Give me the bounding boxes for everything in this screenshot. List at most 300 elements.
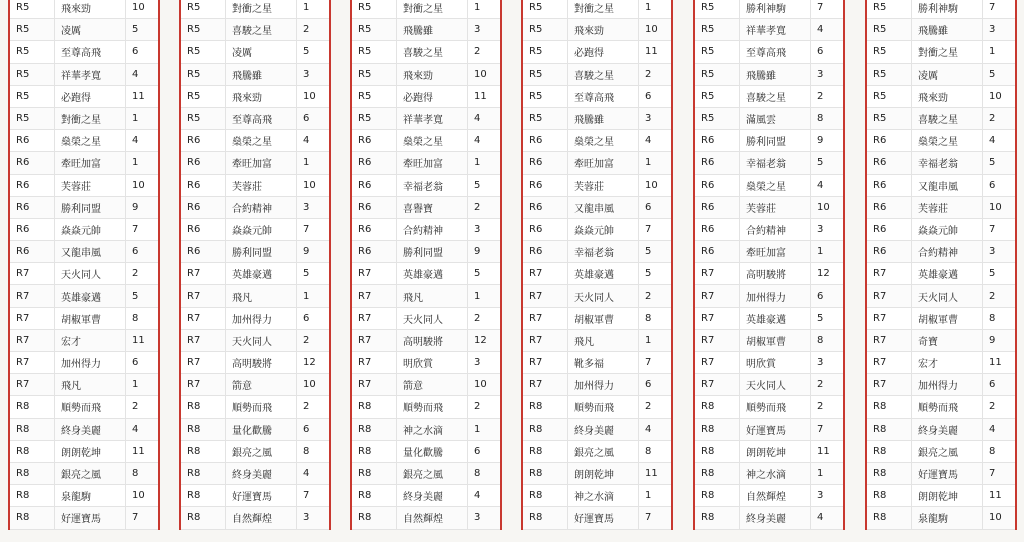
horse-number-cell: 1	[811, 241, 844, 263]
horse-number-cell: 6	[126, 41, 159, 63]
horse-number-cell: 4	[297, 462, 330, 484]
horse-name-cell: 燊榮之星	[55, 130, 126, 152]
table-row	[695, 174, 843, 196]
horse-number-cell: 2	[468, 41, 501, 63]
horse-number-cell: 7	[639, 218, 672, 240]
table-row	[695, 285, 843, 307]
horse-name-cell: 勝利同盟	[740, 130, 811, 152]
horse-name-cell: 牽旺加富	[55, 152, 126, 174]
table-row	[352, 63, 500, 85]
table-row	[352, 396, 500, 418]
horse-number-cell: 2	[468, 196, 501, 218]
horse-number-cell: 2	[639, 63, 672, 85]
horse-name-cell: 焱焱元帥	[226, 218, 297, 240]
race-cell: R7	[867, 263, 912, 285]
horse-number-cell: 8	[639, 307, 672, 329]
race-cell: R8	[523, 485, 568, 507]
horse-number-cell: 11	[639, 462, 672, 484]
table-row	[867, 440, 1015, 462]
race-cell: R5	[523, 0, 568, 19]
race-cell: R6	[695, 218, 740, 240]
race-cell: R7	[10, 352, 55, 374]
horse-number-cell: 6	[639, 85, 672, 107]
table-row	[695, 485, 843, 507]
horse-number-cell: 1	[811, 462, 844, 484]
horse-name-cell: 銀亮之風	[912, 440, 983, 462]
horse-name-cell: 合約精神	[397, 218, 468, 240]
horse-name-cell: 飛來勁	[568, 19, 639, 41]
horse-number-cell: 7	[639, 352, 672, 374]
table-row	[181, 0, 329, 19]
horse-number-cell: 8	[639, 440, 672, 462]
race-cell: R5	[181, 19, 226, 41]
horse-name-cell: 燊榮之星	[226, 130, 297, 152]
race-cell: R6	[352, 174, 397, 196]
horse-number-cell: 11	[639, 41, 672, 63]
horse-name-cell: 芙蓉莊	[568, 174, 639, 196]
horse-number-cell: 10	[639, 174, 672, 196]
race-cell: R6	[867, 241, 912, 263]
horse-name-cell: 祥華孝寬	[55, 63, 126, 85]
race-cell: R5	[10, 19, 55, 41]
table-row	[695, 418, 843, 440]
race-cell: R7	[523, 329, 568, 351]
race-cell: R6	[523, 130, 568, 152]
table-row	[352, 174, 500, 196]
horse-number-cell: 10	[126, 174, 159, 196]
race-cell: R7	[181, 352, 226, 374]
horse-number-cell: 11	[468, 85, 501, 107]
race-cell: R6	[10, 218, 55, 240]
table-row	[695, 196, 843, 218]
horse-name-cell: 焱焱元帥	[912, 218, 983, 240]
race-cell: R7	[695, 307, 740, 329]
horse-number-cell: 1	[468, 418, 501, 440]
table-row	[352, 0, 500, 19]
table-row	[10, 63, 158, 85]
horse-name-cell: 飛凡	[568, 329, 639, 351]
table-row	[181, 352, 329, 374]
horse-name-cell: 好運寶馬	[226, 485, 297, 507]
horse-name-cell: 勝利神駒	[912, 0, 983, 19]
horse-number-cell: 8	[983, 307, 1016, 329]
horse-name-cell: 勝利神駒	[740, 0, 811, 19]
horse-number-cell: 1	[126, 152, 159, 174]
race-cell: R8	[523, 462, 568, 484]
race-cell: R7	[10, 329, 55, 351]
table-row	[523, 396, 671, 418]
horse-name-cell: 滿風雲	[740, 107, 811, 129]
horse-name-cell: 天火同人	[740, 374, 811, 396]
race-cell: R6	[181, 174, 226, 196]
table-row	[523, 485, 671, 507]
horse-name-cell: 朗朗乾坤	[568, 462, 639, 484]
race-cell: R8	[181, 507, 226, 529]
race-cell: R7	[10, 285, 55, 307]
table-row	[352, 462, 500, 484]
horse-name-cell: 英雄豪邁	[55, 285, 126, 307]
table-row	[10, 307, 158, 329]
horse-number-cell: 3	[468, 507, 501, 529]
table-row	[10, 174, 158, 196]
horse-number-cell: 7	[297, 218, 330, 240]
table-row	[523, 85, 671, 107]
table-row	[695, 396, 843, 418]
race-cell: R6	[695, 152, 740, 174]
race-cell: R6	[352, 241, 397, 263]
horse-number-cell: 12	[297, 352, 330, 374]
horse-name-cell: 英雄豪邁	[568, 263, 639, 285]
race-cell: R8	[523, 418, 568, 440]
race-cell: R8	[352, 418, 397, 440]
race-cell: R5	[867, 41, 912, 63]
horse-number-cell: 2	[811, 396, 844, 418]
table-row	[181, 241, 329, 263]
table-row	[181, 196, 329, 218]
horse-number-cell: 5	[639, 241, 672, 263]
race-cell: R8	[10, 507, 55, 529]
horse-name-cell: 箭意	[226, 374, 297, 396]
table-row	[181, 307, 329, 329]
horse-number-cell: 11	[983, 485, 1016, 507]
horse-name-cell: 祥華孝寬	[397, 107, 468, 129]
horse-number-cell: 8	[468, 462, 501, 484]
horse-name-cell: 自然輝煌	[226, 507, 297, 529]
horse-name-cell: 幸福老翁	[397, 174, 468, 196]
horse-number-cell: 11	[811, 440, 844, 462]
horse-number-cell: 3	[983, 241, 1016, 263]
race-cell: R6	[10, 241, 55, 263]
race-cell: R7	[523, 352, 568, 374]
horse-name-cell: 牽旺加富	[397, 152, 468, 174]
race-cell: R6	[10, 196, 55, 218]
table-row	[867, 63, 1015, 85]
horse-name-cell: 對衝之星	[568, 0, 639, 19]
horse-name-cell: 量化歡騰	[397, 440, 468, 462]
race-cell: R7	[352, 307, 397, 329]
horse-number-cell: 3	[468, 352, 501, 374]
horse-number-cell: 7	[126, 507, 159, 529]
table-row	[867, 462, 1015, 484]
horse-number-cell: 2	[297, 19, 330, 41]
race-cell: R5	[352, 63, 397, 85]
table-row	[695, 85, 843, 107]
table-panel-6	[865, 0, 1017, 530]
race-cell: R7	[695, 263, 740, 285]
horse-number-cell: 6	[639, 374, 672, 396]
table-row	[867, 263, 1015, 285]
table-row	[523, 41, 671, 63]
horse-name-cell: 神之水滴	[568, 485, 639, 507]
horse-name-cell: 終身美麗	[397, 485, 468, 507]
horse-number-cell: 3	[297, 196, 330, 218]
race-cell: R5	[352, 85, 397, 107]
horse-name-cell: 天火同人	[55, 263, 126, 285]
race-cell: R6	[181, 152, 226, 174]
table-row	[523, 285, 671, 307]
horse-name-cell: 必跑得	[397, 85, 468, 107]
table-row	[181, 263, 329, 285]
horse-number-cell: 2	[639, 396, 672, 418]
horse-number-cell: 2	[811, 85, 844, 107]
table-row	[10, 485, 158, 507]
horse-name-cell: 自然輝煌	[740, 485, 811, 507]
table-row	[352, 85, 500, 107]
horse-name-cell: 飛騰雖	[740, 63, 811, 85]
table-row	[10, 241, 158, 263]
horse-name-cell: 芙蓉莊	[55, 174, 126, 196]
table-row	[10, 41, 158, 63]
table-row	[181, 218, 329, 240]
race-cell: R8	[523, 440, 568, 462]
table-row	[181, 285, 329, 307]
race-cell: R6	[352, 218, 397, 240]
race-cell: R6	[695, 241, 740, 263]
horse-number-cell: 5	[126, 19, 159, 41]
horse-name-cell: 必跑得	[55, 85, 126, 107]
table-row	[695, 507, 843, 529]
table-row	[695, 19, 843, 41]
horse-number-cell: 5	[468, 263, 501, 285]
table-row	[352, 285, 500, 307]
race-cell: R6	[352, 152, 397, 174]
horse-name-cell: 飛來勁	[226, 85, 297, 107]
race-cell: R8	[867, 485, 912, 507]
horse-name-cell: 飛凡	[226, 285, 297, 307]
horse-name-cell: 必跑得	[568, 41, 639, 63]
table-row	[10, 507, 158, 529]
table-row	[352, 241, 500, 263]
horse-name-cell: 朗朗乾坤	[55, 440, 126, 462]
horse-number-cell: 10	[468, 63, 501, 85]
race-cell: R5	[10, 85, 55, 107]
horse-name-cell: 泉龍駒	[912, 507, 983, 529]
race-cell: R6	[181, 130, 226, 152]
horse-number-cell: 1	[468, 285, 501, 307]
race-cell: R8	[352, 507, 397, 529]
horse-name-cell: 順勢而飛	[568, 396, 639, 418]
table-row	[352, 41, 500, 63]
horse-number-cell: 3	[639, 107, 672, 129]
horse-name-cell: 終身美麗	[226, 462, 297, 484]
table-panel-3	[350, 0, 502, 530]
horse-name-cell: 喜駿之星	[740, 85, 811, 107]
race-cell: R7	[867, 374, 912, 396]
selection-table	[352, 0, 500, 530]
table-row	[10, 418, 158, 440]
horse-name-cell: 又龍串風	[568, 196, 639, 218]
table-row	[352, 507, 500, 529]
race-cell: R7	[10, 307, 55, 329]
horse-number-cell: 10	[468, 374, 501, 396]
horse-name-cell: 加州得力	[740, 285, 811, 307]
horse-name-cell: 對衝之星	[55, 107, 126, 129]
race-cell: R5	[695, 19, 740, 41]
horse-number-cell: 10	[297, 374, 330, 396]
horse-name-cell: 加州得力	[568, 374, 639, 396]
race-cell: R6	[867, 196, 912, 218]
selection-table	[181, 0, 329, 530]
horse-number-cell: 10	[811, 196, 844, 218]
table-row	[181, 396, 329, 418]
horse-name-cell: 高明駿將	[740, 263, 811, 285]
table-row	[352, 107, 500, 129]
horse-number-cell: 11	[983, 352, 1016, 374]
race-cell: R7	[867, 307, 912, 329]
horse-name-cell: 朗朗乾坤	[740, 440, 811, 462]
horse-number-cell: 6	[811, 41, 844, 63]
race-cell: R8	[10, 440, 55, 462]
selection-table	[523, 0, 671, 530]
horse-name-cell: 英雄豪邁	[397, 263, 468, 285]
table-row	[523, 263, 671, 285]
horse-name-cell: 至尊高飛	[568, 85, 639, 107]
table-row	[181, 440, 329, 462]
race-cell: R5	[181, 107, 226, 129]
horse-number-cell: 4	[639, 130, 672, 152]
race-cell: R7	[867, 285, 912, 307]
table-row	[695, 263, 843, 285]
horse-number-cell: 7	[983, 0, 1016, 19]
horse-name-cell: 朗朗乾坤	[912, 485, 983, 507]
horse-number-cell: 1	[639, 152, 672, 174]
race-cell: R5	[867, 63, 912, 85]
horse-number-cell: 5	[297, 41, 330, 63]
table-row	[695, 130, 843, 152]
horse-name-cell: 順勢而飛	[397, 396, 468, 418]
race-cell: R5	[181, 41, 226, 63]
horse-number-cell: 8	[126, 307, 159, 329]
horse-name-cell: 終身美麗	[740, 507, 811, 529]
table-row	[523, 174, 671, 196]
table-row	[867, 85, 1015, 107]
race-cell: R7	[10, 374, 55, 396]
horse-number-cell: 1	[126, 107, 159, 129]
table-row	[181, 63, 329, 85]
race-cell: R8	[352, 396, 397, 418]
table-row	[10, 263, 158, 285]
horse-name-cell: 好運寶馬	[568, 507, 639, 529]
race-cell: R8	[695, 507, 740, 529]
race-cell: R5	[695, 41, 740, 63]
horse-number-cell: 2	[983, 396, 1016, 418]
horse-name-cell: 泉龍駒	[55, 485, 126, 507]
horse-number-cell: 3	[468, 218, 501, 240]
table-row	[181, 19, 329, 41]
horse-name-cell: 燊榮之星	[397, 130, 468, 152]
horse-name-cell: 飛騰雖	[226, 63, 297, 85]
race-cell: R5	[867, 107, 912, 129]
horse-name-cell: 胡椒軍曹	[740, 329, 811, 351]
horse-number-cell: 2	[297, 396, 330, 418]
horse-name-cell: 靴多福	[568, 352, 639, 374]
table-row	[523, 218, 671, 240]
horse-number-cell: 11	[126, 329, 159, 351]
horse-number-cell: 4	[468, 107, 501, 129]
horse-name-cell: 合約精神	[740, 218, 811, 240]
race-cell: R7	[695, 374, 740, 396]
horse-name-cell: 天火同人	[568, 285, 639, 307]
table-row	[181, 85, 329, 107]
horse-number-cell: 10	[297, 85, 330, 107]
race-cell: R7	[523, 285, 568, 307]
race-cell: R6	[10, 130, 55, 152]
horse-name-cell: 幸福老翁	[568, 241, 639, 263]
horse-number-cell: 4	[983, 418, 1016, 440]
horse-name-cell: 合約精神	[912, 241, 983, 263]
horse-name-cell: 好運寶馬	[55, 507, 126, 529]
race-cell: R8	[10, 418, 55, 440]
table-row	[523, 63, 671, 85]
horse-number-cell: 2	[468, 307, 501, 329]
horse-number-cell: 1	[639, 329, 672, 351]
race-cell: R8	[352, 440, 397, 462]
table-row	[181, 152, 329, 174]
race-cell: R6	[523, 218, 568, 240]
race-cell: R5	[523, 107, 568, 129]
horse-number-cell: 10	[983, 196, 1016, 218]
race-cell: R8	[695, 418, 740, 440]
race-cell: R7	[523, 374, 568, 396]
horse-number-cell: 6	[468, 440, 501, 462]
race-cell: R7	[523, 263, 568, 285]
horse-number-cell: 10	[639, 19, 672, 41]
horse-name-cell: 至尊高飛	[740, 41, 811, 63]
horse-number-cell: 6	[297, 107, 330, 129]
table-panel-2	[179, 0, 331, 530]
race-cell: R7	[352, 352, 397, 374]
horse-number-cell: 11	[126, 440, 159, 462]
horse-name-cell: 天火同人	[226, 329, 297, 351]
table-row	[867, 329, 1015, 351]
table-row	[867, 307, 1015, 329]
horse-number-cell: 11	[126, 85, 159, 107]
race-cell: R5	[523, 85, 568, 107]
table-row	[695, 218, 843, 240]
horse-name-cell: 銀亮之風	[568, 440, 639, 462]
table-row	[10, 19, 158, 41]
table-row	[867, 174, 1015, 196]
table-row	[523, 329, 671, 351]
race-cell: R6	[181, 218, 226, 240]
horse-name-cell: 合約精神	[226, 196, 297, 218]
table-row	[523, 440, 671, 462]
table-row	[181, 418, 329, 440]
horse-name-cell: 焱焱元帥	[568, 218, 639, 240]
race-cell: R6	[695, 174, 740, 196]
horse-number-cell: 6	[297, 307, 330, 329]
race-cell: R6	[523, 174, 568, 196]
horse-name-cell: 箭意	[397, 374, 468, 396]
race-cell: R6	[523, 196, 568, 218]
horse-number-cell: 4	[811, 507, 844, 529]
race-cell: R8	[523, 396, 568, 418]
horse-name-cell: 又龍串風	[912, 174, 983, 196]
horse-name-cell: 宏才	[55, 329, 126, 351]
race-cell: R8	[523, 507, 568, 529]
race-cell: R8	[181, 440, 226, 462]
horse-name-cell: 順勢而飛	[226, 396, 297, 418]
table-row	[10, 440, 158, 462]
horse-name-cell: 加州得力	[55, 352, 126, 374]
race-cell: R5	[695, 63, 740, 85]
race-cell: R6	[867, 130, 912, 152]
table-row	[10, 329, 158, 351]
horse-number-cell: 3	[811, 63, 844, 85]
horse-name-cell: 燊榮之星	[568, 130, 639, 152]
race-cell: R7	[867, 352, 912, 374]
horse-number-cell: 4	[811, 174, 844, 196]
